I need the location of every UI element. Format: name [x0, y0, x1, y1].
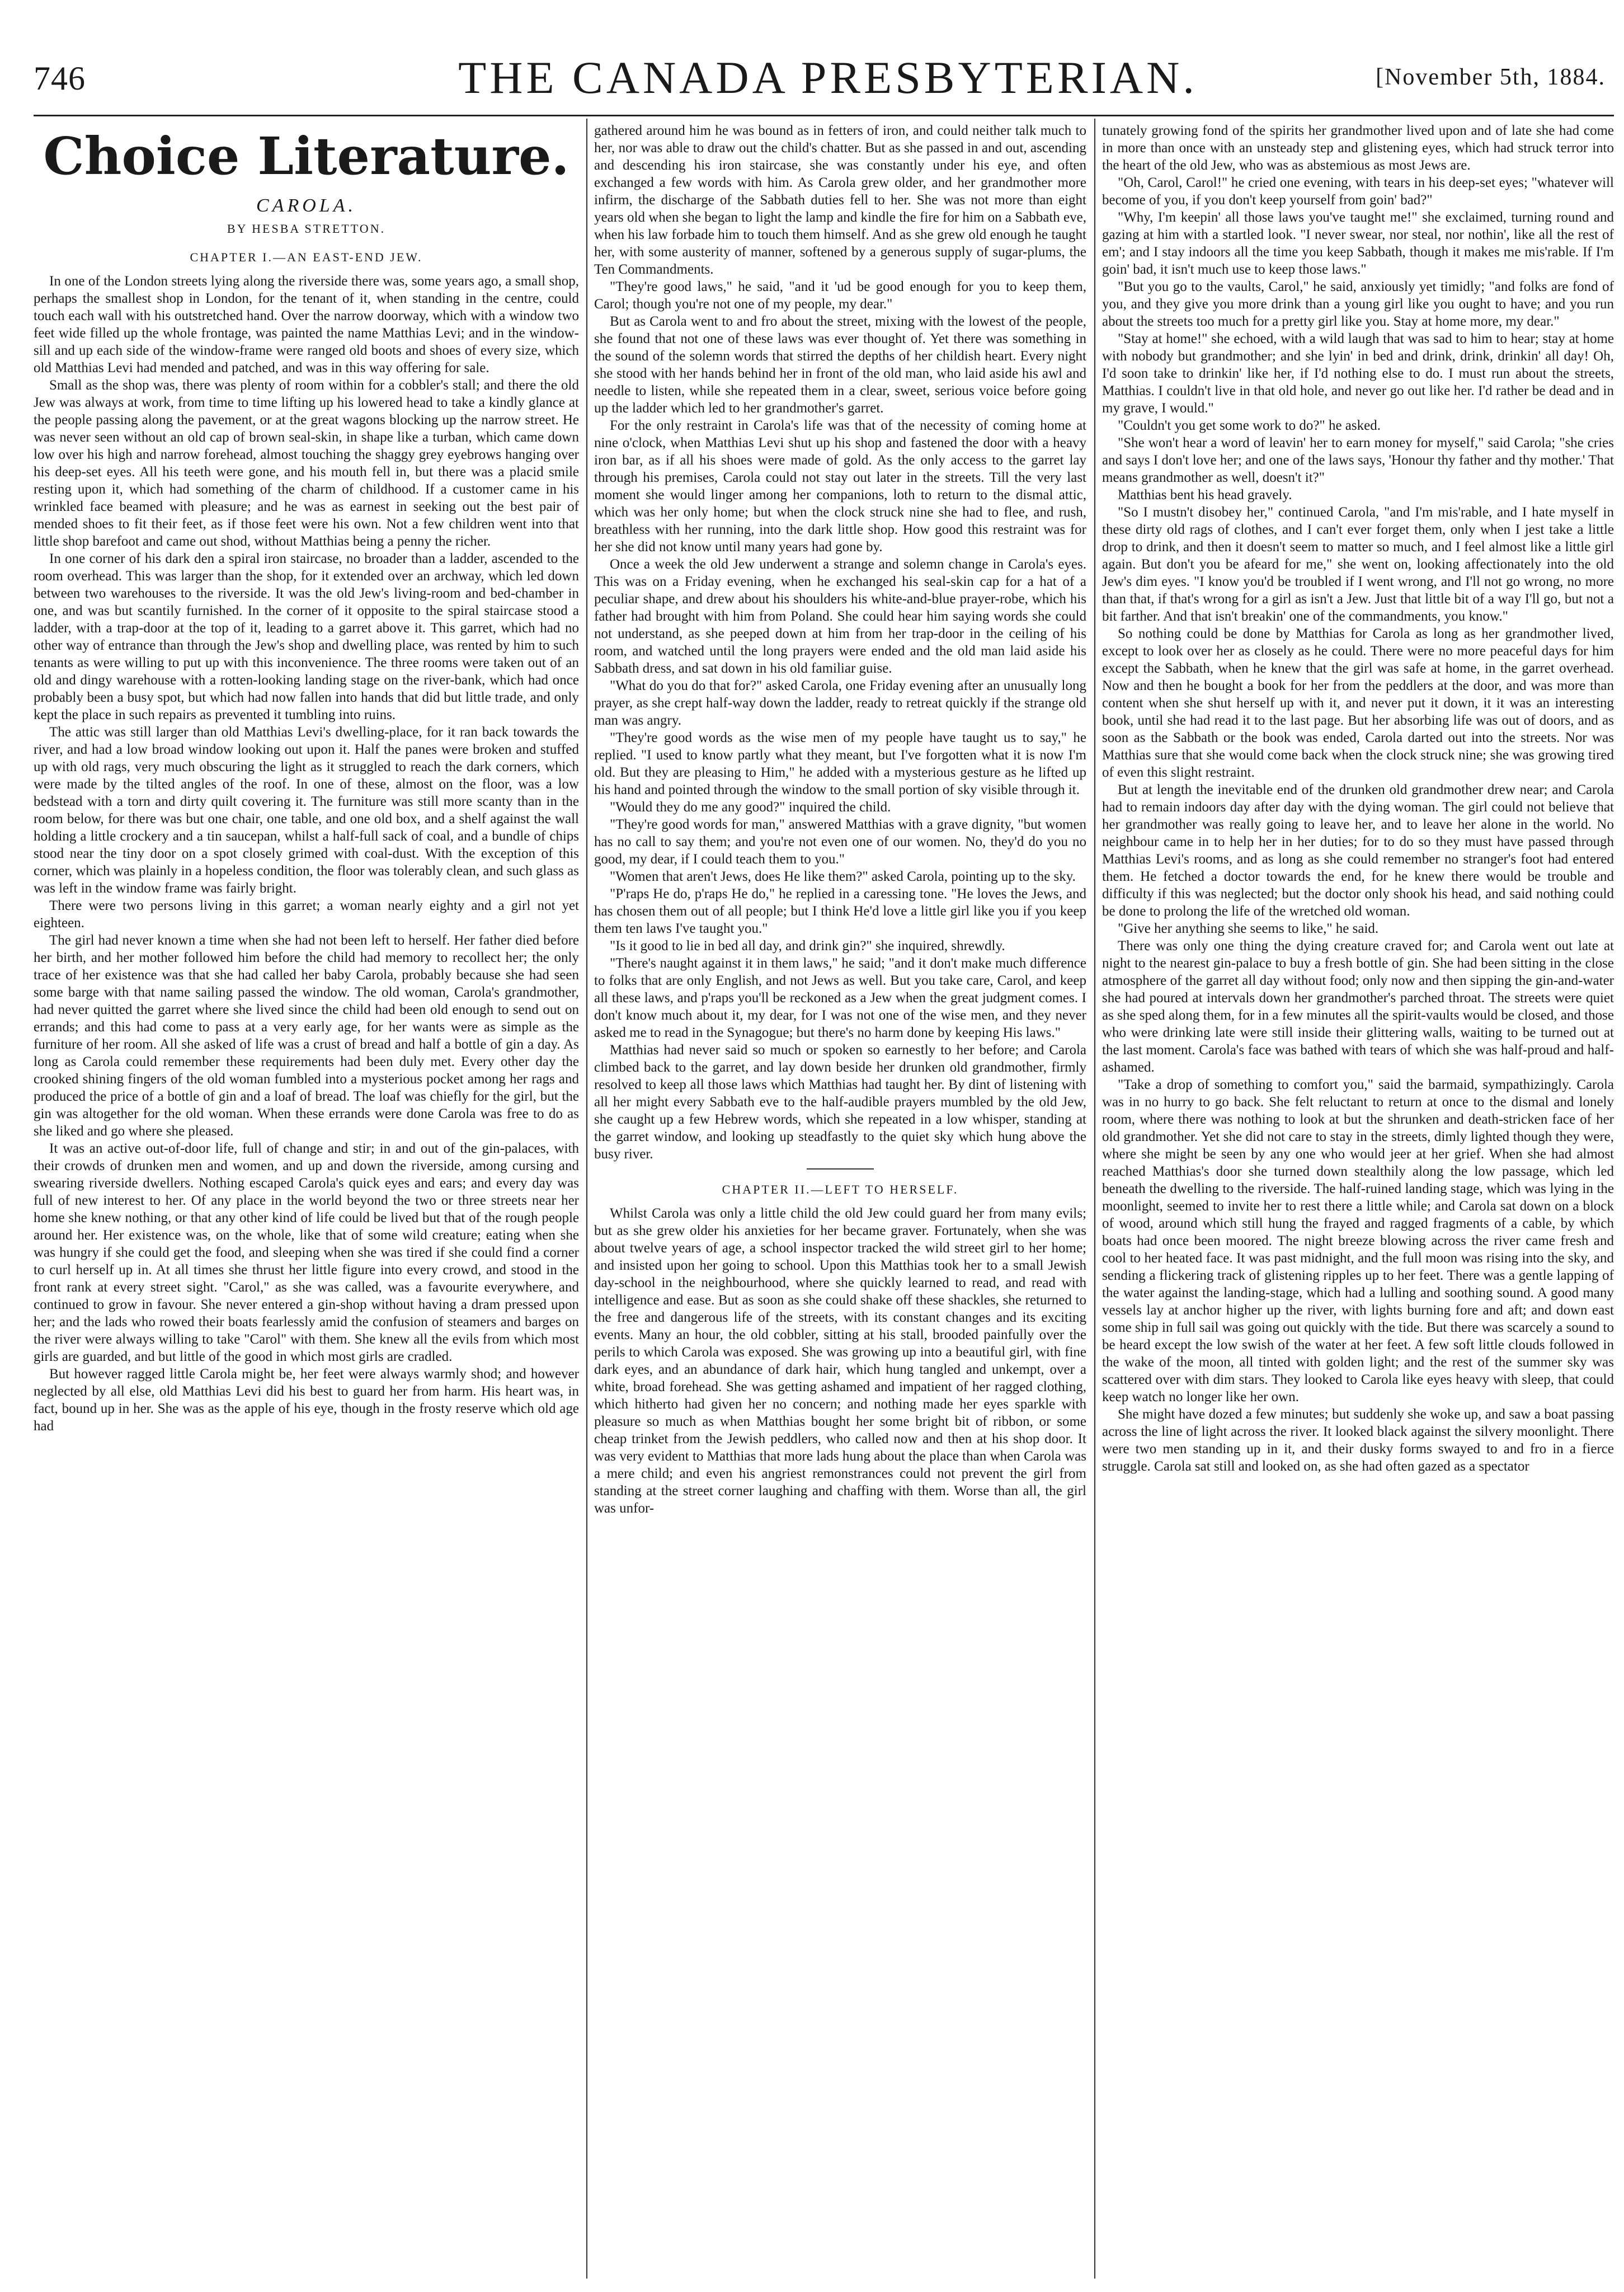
column-2-body	[594, 122, 1086, 1163]
header-rule	[34, 115, 1614, 116]
section-rule	[807, 1168, 874, 1170]
paragraph: "They're good words as the wise men of my people have taught us to say," he replied. "I used to know partly what they meant, but I've forgotten what it is now I'm old. But they are pleasing to Him," he added with a mysterious gesture as he lifted up his hand and pointed through the window to the small portion of sky visible through it.	[594, 730, 1086, 797]
paragraph: Matthias had never said so much or spoken so earnestly to her before; and Carola climbed back to the garret, and lay down beside her drunken old grandmother, firmly resolved to keep all those laws which Matthias had taught her. By dint of listening with all her might every Sabbath eve to the half-audible prayers mumbled by the old Jew, she caught up a few Hebrew words, which she repeated in a low whisper, standing at the garret window, and looking up steadfastly to the quiet sky which hung above the busy river.	[594, 1042, 1086, 1162]
column-divider	[1094, 119, 1095, 2279]
column-divider	[586, 119, 587, 2279]
paragraph: But at length the inevitable end of the drunken old grandmother drew near; and Carola had to remain indoors day after day with the dying woman. The girl could not believe that her grandmother was really going to leave her, and to leave her alone in the world. No neighbour came in to help her in her duties; for to do so they must have passed through Matthias Levi's rooms, and as long as she could remember no stranger's foot had entered them. He fetched a doctor towards the end, for he knew there would be trouble and difficulty if this was neglected; but the doctor only shook his head, and said nothing could be done to prolong the life of the wretched old woman.	[1102, 782, 1614, 919]
paragraph: The attic was still larger than old Matthias Levi's dwelling-place, for it ran back towards the river, and had a low broad window looking out upon it. Half the panes were broken and stuffed up with old rags, very much obscuring the light as it struggled to reach the dark corners, which were made by the tilted angles of the roof. In one of these, almost on the floor, was a low bedstead with a torn and dirty quilt covering it. The furniture was still more scanty than in the room below, for there was but one chair, one table, and one old box, and a shelf against the wall holding a little crockery and a tin saucepan, whilst a half-full sack of coal, and a bundle of chips stood near the tiny door on a spot closely grimed with coal-dust. With the exception of this corner, which was plainly in a hopeless condition, the floor was tolerably clean, and such glass as was left in the window frame was fairly bright.	[34, 725, 579, 896]
paragraph: "What do you do that for?" asked Carola, one Friday evening after an unusually long prayer, as she crept half-way down the ladder, ready to retreat quickly if the strange old man was angry.	[594, 678, 1086, 728]
paragraph: There was only one thing the dying creature craved for; and Carola went out late at night to the nearest gin-palace to buy a fresh bottle of gin. She had been sitting in the close atmosphere of the garret all day without food; only now and then sipping the gin-and-water she had poured at intervals down her grandmother's parched throat. The streets were quiet as she sped along them, for in a few minutes all the spirit-vaults would be closed, and those who were drinking late were still inside their glittering walls, waiting to be turned out at the last moment. Carola's face was bathed with tears of which she was half-proud and half-ashamed.	[1102, 938, 1614, 1075]
story-byline: BY HESBA STRETTON.	[227, 222, 386, 236]
paragraph: "They're good laws," he said, "and it 'ud be good enough for you to keep them, Carol; though you're not one of my people, my dear."	[594, 279, 1086, 312]
paragraph: "Is it good to lie in bed all day, and drink gin?" she inquired, shrewdly.	[610, 938, 1005, 954]
paragraph: Whilst Carola was only a little child the old Jew could guard her from many evils; but as she grew older his anxieties for her became graver. Fortunately, when she was about twelve years of age, a school inspector tracked the wild street girl to her home; and insisted upon her going to school. Upon this Matthias took her to a small Jewish day-school in the neighbourhood, where she quickly learned to read, and read with intelligence and ease. But as soon as she could shake off these shackles, she returned to the free and dangerous life of the streets, with its constant changes and its exciting events. Many an hour, the old cobbler, sitting at his stall, brooded painfully over the perils to which Carola was exposed. She was growing up into a beautiful girl, with fine dark eyes, and an abundance of dark hair, which hung tangled and unkempt, over a white, broad forehead. She was getting ashamed and impatient of her ragged clothing, which hitherto had given her no concern; and nothing made her eyes sparkle with pleasure so much as when Matthias bought her some bright bit of ribbon, or some cheap trinket from the Jewish peddlers, who called now and then at his shop door. It was very evident to Matthias that more lads hung about the place than when Carola was a mere child; and even his angriest remonstrances could not prevent the girl from standing at the street corner laughing and chaffing with them. Worse than all, the girl was unfor-	[594, 1206, 1086, 1516]
paragraph: "Would they do me any good?" inquired the child.	[610, 800, 891, 815]
paragraph: tunately growing fond of the spirits her grandmother lived upon and of late she had come in more than once with an unsteady step and glistening eyes, which had struck terror into the heart of the old Jew, who was as abstemious as most Jews are.	[1102, 123, 1614, 173]
paragraph: For the only restraint in Carola's life was that of the necessity of coming home at nine o'clock, when Matthias Levi shut up his shop and fastened the door with a heavy iron bar, as if all his shoes were made of gold. As the only access to the garret lay through his premises, Carola could not stay out later in the streets. Till the very last moment she would linger among her companions, loth to return to the dismal attic, which was her only home; but when the clock struck nine she had to flee, and rush, breathless with her running, into the dark little shop. How good this restraint was for her she did not know until many years had gone by.	[594, 418, 1086, 555]
chapter-heading: CHAPTER I.—AN EAST-END JEW.	[190, 250, 423, 264]
section-title: Choice Literature.	[43, 126, 569, 186]
column-2	[594, 122, 1086, 2282]
paragraph: The girl had never known a time when she had not been left to herself. Her father died before her birth, and her mother followed him before the child had memory to recollect her; the only trace of her existence was that she had called her baby Carola, probably because she had seen some barge with that name sailing passed the window. The old woman, Carola's grandmother, had never quitted the garret where she lived since the child had been old enough to send out on errands; and this had come to pass at a very early age, for her wants were as simple as the furniture of her room. All she asked of life was a crust of bread and half a bottle of gin a day. As long as Carola could remember these requirements had been duly met. Every other day the crooked shining fingers of the old woman fumbled into a mysterious pocket among her rags and produced the price of a bottle of gin and a loaf of bread. The loaf was chiefly for the girl, but the gin was altogether for the old woman. When these errands were done Carola was free to do as she liked and go where she pleased.	[34, 933, 579, 1139]
paragraph: But however ragged little Carola might be, her feet were always warmly shod; and however neglected by all else, old Matthias Levi did his best to guard her from harm. His heart was, in fact, bound up in her. She was as the apple of his eye, though in the frosty reserve which old age had	[34, 1366, 579, 1434]
column-2-chapter-2-body	[594, 1205, 1086, 1517]
issue-date: [November 5th, 1884.	[1376, 64, 1606, 90]
paragraph: "Give her anything she seems to like," he said.	[1118, 921, 1379, 936]
page-number: 746	[34, 60, 86, 97]
column-3	[1102, 122, 1614, 2282]
paragraph: Matthias bent his head gravely.	[1118, 487, 1292, 502]
paragraph: Once a week the old Jew underwent a strange and solemn change in Carola's eyes. This was on a Friday evening, when he exchanged his seal-skin cap for a hat of a peculiar shape, and drew about his shoulders his white-and-blue prayer-robe, which his father had brought with him from Poland. She could hear him saying words she could not understand, as she peeped down at him from her trap-door in the ceiling of his room, and watched until the long prayers were ended and the old man laid aside his Sabbath dress, and sat down in his old familiar guise.	[594, 557, 1086, 676]
paragraph: "She won't hear a word of leavin' her to earn money for myself," said Carola; "she cries and says I don't love her; and one of the laws says, 'Honour thy father and thy mother.' That means grandmother as well, doesn't it?"	[1102, 435, 1614, 485]
paragraph: "P'raps He do, p'raps He do," he replied in a caressing tone. "He loves the Jews, and has chosen them out of all people; but I think He'd love a little girl like you if you keep them ten laws I've taught you."	[594, 886, 1086, 936]
paragraph: Small as the shop was, there was plenty of room within for a cobbler's stall; and there the old Jew was always at work, from time to time lifting up his lowered head to take a kindly glance at the people passing along the pavement, or at the great wagons blocking up the narrow street. He was never seen without an old cap of brown seal-skin, in shape like a turban, which came down low over his high and narrow forehead, almost touching the shaggy grey eyebrows hanging over his deep-set eyes. All his teeth were gone, and his mouth fell in, but there was a placid smile resting upon it, which had something of the charm of childhood. If a customer came in his wrinkled face beamed with pleasure; and he was as earnest in seeking out the best pair of mended shoes to fit their feet, as if those feet were his own. Not a few children went into that little shop barefoot and came out shod, without Matthias being a penny the richer.	[34, 378, 579, 549]
paragraph: gathered around him he was bound as in fetters of iron, and could neither talk much to her, nor was able to draw out the child's chatter. But as she passed in and out, ascending and descending his iron staircase, she was constantly under his eye, and often exchanged a few words with him. As Carola grew older, and her grandmother more infirm, the discharge of the Sabbath duties fell to her. She was not more than eight years old when she began to light the lamp and kindle the fire for him on a Sabbath eve, when his law forbade him to touch them himself. And as she grew old enough he taught her, with some austerity of manner, softened by a generous supply of sugar-plums, the Ten Commandments.	[594, 123, 1086, 277]
paragraph: "Women that aren't Jews, does He like them?" asked Carola, pointing up to the sky.	[610, 869, 1076, 884]
column-1-body	[34, 273, 579, 1435]
paragraph: "Stay at home!" she echoed, with a wild laugh that was sad to him to hear; stay at home with nobody but grandmother; and she lyin' in bed and drink, drink, drinkin' all day! Oh, I'd soon take to drinkin' like her, if I'd nothing else to do. I must run about the streets, Matthias. I couldn't live in that old hole, and never go out like her. I'd rather be dead and in my grave, I would."	[1102, 331, 1614, 416]
chapter-heading: CHAPTER II.—LEFT TO HERSELF.	[722, 1182, 959, 1196]
paragraph: So nothing could be done by Matthias for Carola as long as her grandmother lived, except to look over her as closely as he could. There were no more peaceful days for him except the Sabbath, when he knew that the girl was safe at home, in the garret overhead. Now and then he bought a book for her from the peddlers at the door, and was more than content when she shut herself up with it, and never put it down, it it was an interesting book, until she had read it to the last page. But her absorbing life was out of doors, and as soon as the Sabbath or the book was ended, Carola darted out into the streets. Nor was Matthias sure that she would come back when the clock struck nine; she was growing tired of even this slight restraint.	[1102, 626, 1614, 780]
paragraph: There were two persons living in this garret; a woman nearly eighty and a girl not yet eighteen.	[34, 898, 579, 931]
paragraph: "There's naught against it in them laws," he said; "and it don't make much difference to folks that are only English, and not Jews as well. But you take care, Carol, and keep all these laws, and p'raps you'll be reckoned as a Jew when the great judgment comes. I don't know much about it, my dear, for I was not one of the wise men, and they never asked me to read in the Synagogue; but there's no harm done by keeping His laws."	[594, 956, 1086, 1040]
paragraph: "Why, I'm keepin' all those laws you've taught me!" she exclaimed, turning round and gazing at him with a startled look. "I never swear, nor steal, nor nothin', like all the rest of em'; and I stay indoors all the time you keep Sabbath, though it makes me mis'rable. If I'm goin' bad, it isn't much use to keep those laws."	[1102, 210, 1614, 277]
paragraph: "Couldn't you get some work to do?" he asked.	[1118, 418, 1381, 433]
column-1	[34, 122, 579, 2282]
paragraph: She might have dozed a few minutes; but suddenly she woke up, and saw a boat passing across the line of light across the river. It looked black against the silvery moonlight. There were two men standing up in it, and their dusky forms swayed to and fro in a fierce struggle. Carola sat still and looked on, as she had often gazed as a spectator	[1102, 1407, 1614, 1474]
paragraph: In one corner of his dark den a spiral iron staircase, no broader than a ladder, ascended to the room overhead. This was larger than the shop, for it extended over an archway, which led down between two warehouses to the riverside. It was the old Jew's living-room and bed-chamber in one, and was but scantily furnished. In the corner of it opposite to the spiral staircase stood a ladder, with a trap-door at the top of it, leading to a garret above it. This garret, which had no other way of entrance than through the Jew's shop and dwelling place, was rented by him to such tenants as were willing to put up with this inconvenience. The three rooms were taken out of an old and dingy warehouse with a rotten-looking landing stage on the river-bank, which had once probably been a busy spot, but which had now fallen into hands that did but little trade, and only kept the place in such repairs as prevented it tumbling into ruins.	[34, 551, 579, 722]
paragraph: It was an active out-of-door life, full of change and stir; in and out of the gin-palaces, with their crowds of drunken men and women, and up and down the riverside, among cursing and swearing riverside dwellers. Nothing escaped Carola's quick eyes and ears; and every day was full of new interest to her. Of any place in the world beyond the two or three streets near her home she knew nothing, or that any other kind of life could be lived but that of the rough people around her. Her existence was, on the whole, like that of some wild creature; eating when she was hungry if she could get the food, and sleeping when she was tired if she could find a corner to curl herself up in. At all times she thrust her little figure into every crowd, and stood in the front rank at every street sight. "Carol," as she was called, was a favourite everywhere, and continued to grow in favour. She never entered a gin-shop without having a dram pressed upon her; and the lads who rowed their boats fearlessly amid the confusion of steamers and barges on the river were always willing to take "Carol" with them. She knew all the evils from which most girls are guarded, and but little of the good in which most girls are cradled.	[34, 1141, 579, 1364]
page-header	[34, 51, 1622, 113]
paragraph: "So I mustn't disobey her," continued Carola, "and I'm mis'rable, and I hate myself in these dirty old rags of clothes, and I can't ever forget them, only when I jest take a little drop to drink, and then it doesn't seem to matter so much, and I feel almost like a little girl again. But don't you be afeard for me," she went on, looking affectionately into the old Jew's dim eyes. "I know you'd be troubled if I went wrong, and I'll not go wrong, no more than that, if that's wrong for a girl as isn't a Jew. Just that little bit of a way I'll go, but not a bit farther. And that isn't breakin' one of the commandments, you know."	[1102, 505, 1614, 624]
paragraph: In one of the London streets lying along the riverside there was, some years ago, a small shop, perhaps the smallest shop in London, for the tenant of it, when standing in the centre, could touch each wall with his outstretched hand. Over the narrow doorway, which with a window two feet wide filled up the whole frontage, was painted the name Matthias Levi; and in the window-sill and up each side of the window-frame were ranged old boots and shoes of every size, which old Matthias Levi had mended and patched, and was in this way offering for sale.	[34, 274, 579, 375]
story-title: CAROLA.	[256, 195, 356, 216]
paragraph: "But you go to the vaults, Carol," he said, anxiously yet timidly; "and folks are fond of you, and they give you more drink than a young girl like you ought to have; and you run about the streets too much for a pretty girl like you. Stay at home more, my dear."	[1102, 279, 1614, 329]
paragraph: "Take a drop of something to comfort you," said the barmaid, sympathizingly. Carola was in no hurry to go back. She felt reluctant to return at once to the dismal and lonely room, where there was nothing to look at but the shrunken and death-stricken face of her old grandmother. Yet she did not care to stay in the streets, dimly lighted though they were, where she might be seen by any one who would jeer at her grief. When she had almost reached Matthias's door she turned down stealthily along the low passage, which led beneath the dwelling to the riverside. The half-ruined landing stage, which was lying in the moonlight, seemed to invite her to rest there a little while; and Carola sat down on a block of wood, around which still hung the frayed and ragged fragments of a cable, by which boats had once been moored. The night breeze blowing across the river came fresh and cool to her heated face. It was past midnight, and the full moon was rising into the sky, and sending a flickering track of glistening ripples up to her feet. There was a gentle lapping of the water against the landing-stage, which had a lulling and soothing sound. A good many vessels lay at anchor higher up the river, with lights burning fore and aft; and down east some ship in full sail was going out quickly with the tide. But there was scarcely a sound to be heard except the low swish of the water at her feet. A few soft little clouds followed in the wake of the moon, all tinted with golden light; and the rest of the summer sky was scattered over with dim stars. They looked to Carola like eyes heavy with sleep, that could keep watch no longer like her own.	[1102, 1077, 1614, 1405]
masthead: THE CANADA PRESBYTERIAN.	[458, 52, 1198, 103]
paragraph: But as Carola went to and fro about the street, mixing with the lowest of the people, she found that not one of these laws was ever thought of. Yet there was something in the sound of the solemn words that stirred the depths of her childish heart. Every night she stood with her hands behind her in front of the old man, who laid aside his awl and needle to listen, while she repeated them in a clear, sweet, serious voice before going up the ladder which led to her grandmother's garret.	[594, 314, 1086, 416]
paragraph: "Oh, Carol, Carol!" he cried one evening, with tears in his deep-set eyes; "whatever will become of you, if you don't keep yourself from goin' bad?"	[1102, 175, 1614, 208]
paragraph: "They're good words for man," answered Matthias with a grave dignity, "but women has no call to say them; and you're not even one of our women. No, they'd do you no good, my dear, if I could teach them to you."	[594, 817, 1086, 867]
column-3-body	[1102, 122, 1614, 1475]
